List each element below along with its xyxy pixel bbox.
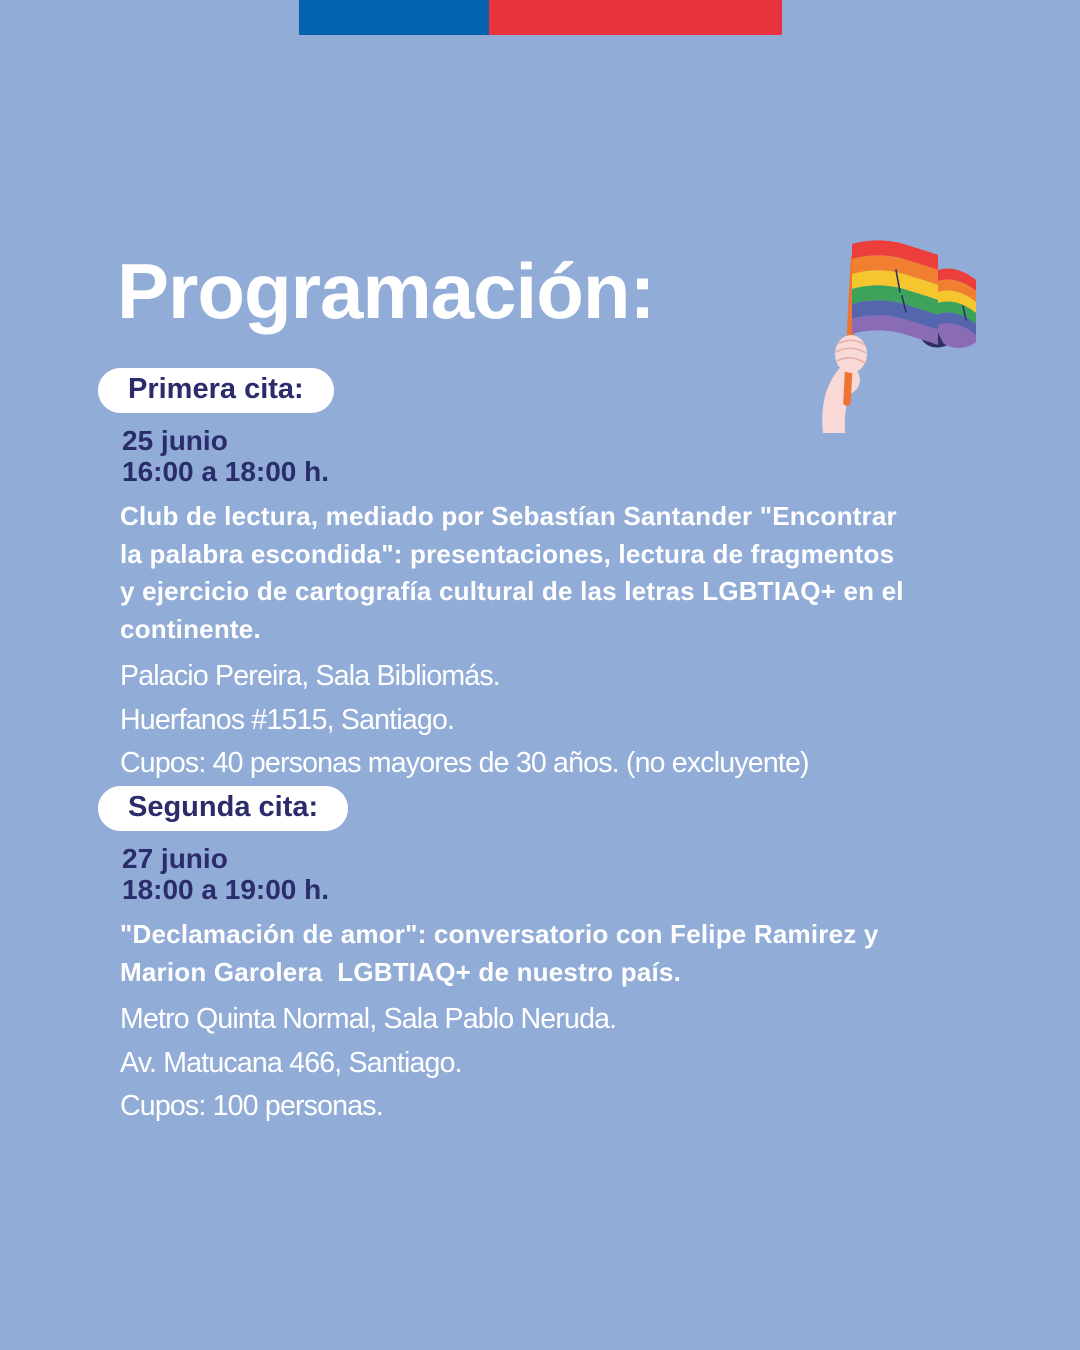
section-segunda-cita bbox=[98, 786, 1018, 1129]
event-time: 18:00 a 19:00 h. bbox=[122, 874, 330, 905]
description-line: Marion Garolera LGBTIAQ+ de nuestro país. bbox=[120, 956, 682, 987]
banner-red-block bbox=[489, 0, 782, 35]
event-description bbox=[120, 916, 1018, 991]
description-line: y ejercicio de cartografía cultural de las letras LGBTIAQ+ en el bbox=[120, 576, 904, 606]
badge-primera-cita: Primera cita: bbox=[98, 368, 334, 413]
description-line: la palabra escondida": presentaciones, lectura de fragmentos bbox=[120, 538, 895, 569]
description-line: Club de lectura, mediado por Sebastían Santander "Encontrar bbox=[120, 501, 897, 531]
event-address: Huerfanos #1515, Santiago. bbox=[120, 703, 455, 736]
event-datetime bbox=[122, 425, 1018, 487]
event-venue: Metro Quinta Normal, Sala Pablo Neruda. bbox=[120, 1003, 617, 1035]
event-datetime bbox=[122, 843, 1018, 905]
event-time: 16:00 a 18:00 h. bbox=[122, 456, 330, 487]
badge-segunda-cita: Segunda cita: bbox=[98, 786, 348, 831]
event-date: 25 junio bbox=[122, 425, 228, 456]
section-primera-cita bbox=[98, 368, 1018, 786]
event-description bbox=[120, 498, 1018, 648]
banner-blue-block bbox=[299, 0, 489, 35]
event-details bbox=[120, 998, 1018, 1129]
page-title: Programación: bbox=[117, 247, 655, 335]
event-address: Av. Matucana 466, Santiago. bbox=[120, 1046, 462, 1079]
event-capacity: Cupos: 40 personas mayores de 30 años. (no excluyente) bbox=[120, 747, 809, 779]
description-line: continente. bbox=[120, 613, 261, 644]
description-line: "Declamación de amor": conversatorio con Felipe Ramirez y bbox=[120, 919, 879, 949]
chile-flag-banner bbox=[299, 0, 782, 35]
event-venue: Palacio Pereira, Sala Bibliomás. bbox=[120, 660, 500, 692]
flag-fold-stripes bbox=[938, 268, 976, 347]
event-capacity: Cupos: 100 personas. bbox=[120, 1090, 383, 1122]
event-details bbox=[120, 655, 1018, 786]
event-date: 27 junio bbox=[122, 843, 228, 874]
flag-main-stripes bbox=[852, 240, 938, 345]
